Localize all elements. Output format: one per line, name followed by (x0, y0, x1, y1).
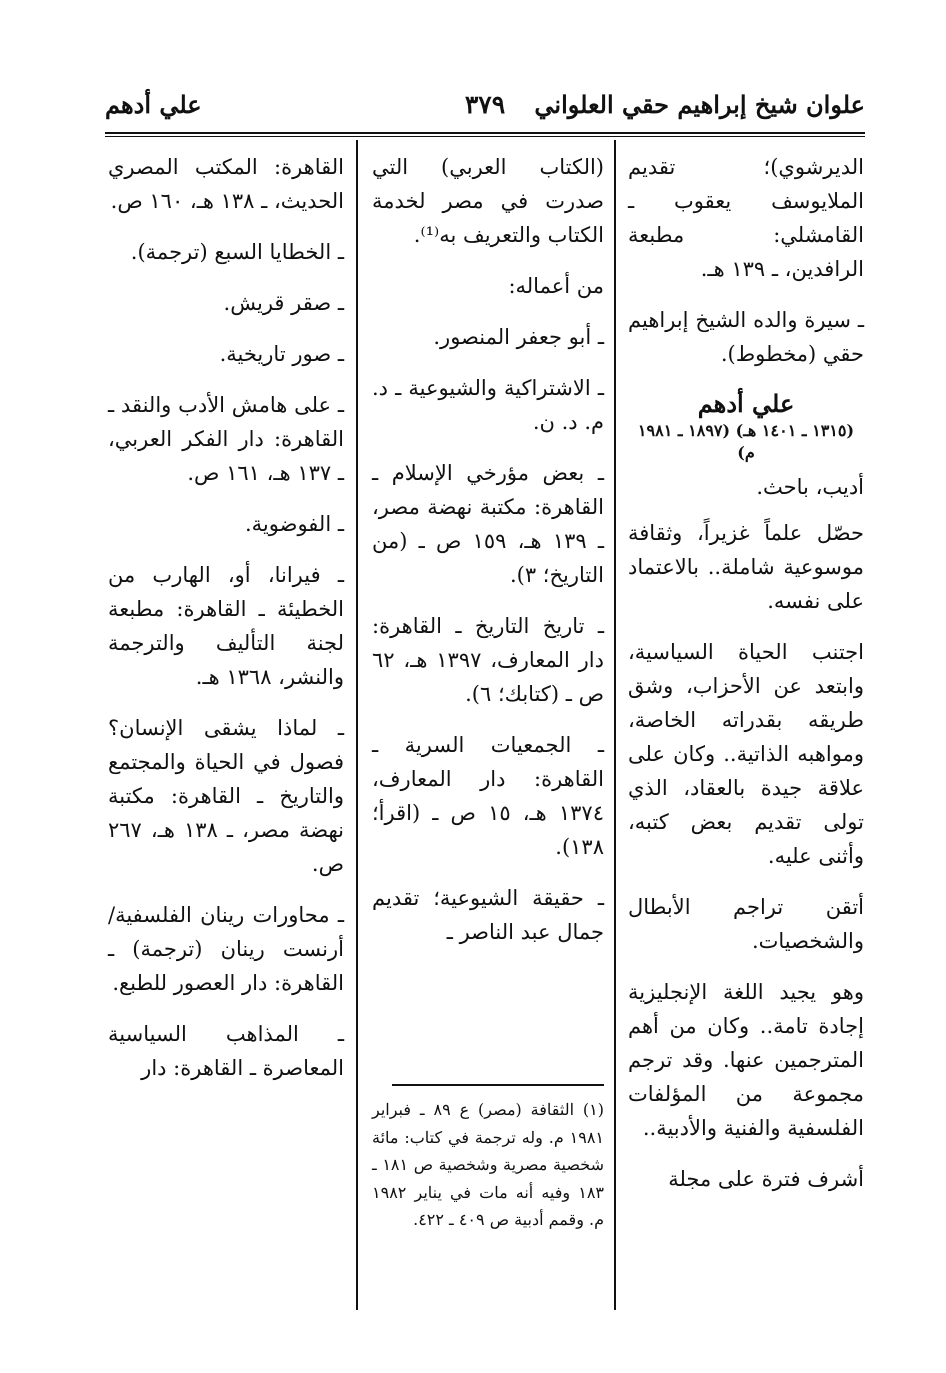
column-divider-right (614, 140, 616, 1310)
list-item: ـ المذاهب السياسية المعاصرة ـ القاهرة: دار (108, 1022, 344, 1080)
header-rule-thin (105, 136, 865, 137)
column-middle (372, 150, 604, 966)
list-item: ـ أبو جعفر المنصور. (433, 325, 604, 349)
paragraph: (الكتاب العربي) التي صدرت في مصر لخدمة الكتاب والتعريف به⁽¹⁾. (372, 155, 604, 247)
list-item: ـ الجمعيات السرية ـ القاهرة: دار المعارف، ١٣٧٤ هـ، ١٥ ص ـ (اقرأ؛ ١٣٨). (372, 733, 604, 859)
running-header (105, 84, 865, 124)
header-left-title: علي أدهم (105, 89, 202, 119)
footnote-text: (١) الثقافة (مصر) ع ٨٩ ـ فبراير ١٩٨١ م. وله ترجمة في كتاب: مائة شخصية مصرية وشخصية ص ١٨١ ـ ١٨٣ وفيه أنه مات في يناير ١٩٨٢ م. وقمم أدبية ص ٤٠٩ ـ ٤٢٢. (372, 1100, 605, 1229)
column-right (628, 150, 864, 1213)
list-item: ـ الاشتراكية والشيوعية ـ د. م. د. ن. (372, 376, 604, 434)
page-number: ٣٧٩ (464, 89, 506, 119)
column-divider-left (356, 140, 358, 1310)
paragraph: من أعماله: (508, 274, 604, 298)
list-item: ـ محاورات رينان الفلسفية/ أرنست رينان (ترجمة) ـ القاهرة: دار العصور للطبع. (108, 903, 344, 995)
list-item: ـ الفوضوية. (245, 512, 344, 536)
paragraph: اجتنب الحياة السياسية، وابتعد عن الأحزاب، وشق طريقه بقدراته الخاصة، ومواهبه الذاتية.. وكان على علاقة جيدة بالعقاد، الذي تولى تقديم بعض كتبه، وأثنى عليه. (628, 640, 864, 868)
list-item: ـ لماذا يشقى الإنسان؟ فصول في الحياة والمجتمع والتاريخ ـ القاهرة: مكتبة نهضة مصر، ـ ١٣٨ هـ، ٢٦٧ ص. (108, 716, 344, 876)
list-item: ـ صور تاريخية. (219, 342, 344, 366)
header-right-title: علوان شيخ إبراهيم حقي العلواني (534, 89, 865, 119)
list-item: ـ بعض مؤرخي الإسلام ـ القاهرة: مكتبة نهضة مصر، ـ ١٣٩ هـ، ١٥٩ ص ـ (من التاريخ؛ ٣). (372, 461, 605, 587)
list-item: ـ الخطايا السبع (ترجمة). (130, 240, 344, 264)
paragraph: أديب، باحث. (756, 475, 864, 499)
list-item: القاهرة: المكتب المصري الحديث، ـ ١٣٨ هـ، ١٦٠ ص. (108, 155, 344, 213)
list-item: ـ تاريخ التاريخ ـ القاهرة: دار المعارف، ١٣٩٧ هـ، ٦٢ ص ـ (كتابك؛ ٦). (372, 614, 604, 706)
paragraph: حصّل علماً غزيراً، وثقافة موسوعية شاملة.. بالاعتماد على نفسه. (628, 521, 864, 613)
column-left (108, 150, 344, 1102)
footnote-rule (392, 1084, 604, 1086)
paragraph: ـ سيرة والده الشيخ إبراهيم حقي (مخطوط). (628, 308, 864, 366)
paragraph: الديرشوي)؛ تقديم الملايوسف يعقوب ـ القامشلي: مطبعة الرافدين، ـ ١٣٩ هـ. (628, 155, 864, 281)
list-item: ـ فيرانا، أو، الهارب من الخطيئة ـ القاهرة: مطبعة لجنة التأليف والترجمة والنشر، ١٣٦٨ هـ. (108, 563, 344, 689)
paragraph: وهو يجيد اللغة الإنجليزية إجادة تامة.. وكان من أهم المترجمين عنها. وقد ترجم مجموعة من المؤلفات الفلسفية والفنية والأدبية.. (628, 980, 864, 1140)
entry-title: علي أدهم (697, 389, 795, 418)
header-rule (105, 132, 865, 134)
paragraph: أشرف فترة على مجلة (668, 1167, 864, 1191)
list-item: ـ على هامش الأدب والنقد ـ القاهرة: دار الفكر العربي، ـ ١٣٧ هـ، ١٦١ ص. (108, 393, 344, 485)
paragraph: أتقن تراجم الأبطال والشخصيات. (628, 895, 864, 953)
list-item: ـ حقيقة الشيوعية؛ تقديم جمال عبد الناصر ـ (372, 886, 604, 944)
list-item: ـ صقر قريش. (223, 291, 344, 315)
entry-dates: (١٣١٥ ـ ١٤٠١ هـ) (١٨٩٧ ـ ١٩٨١ م) (637, 421, 855, 462)
footnote (372, 1096, 604, 1234)
